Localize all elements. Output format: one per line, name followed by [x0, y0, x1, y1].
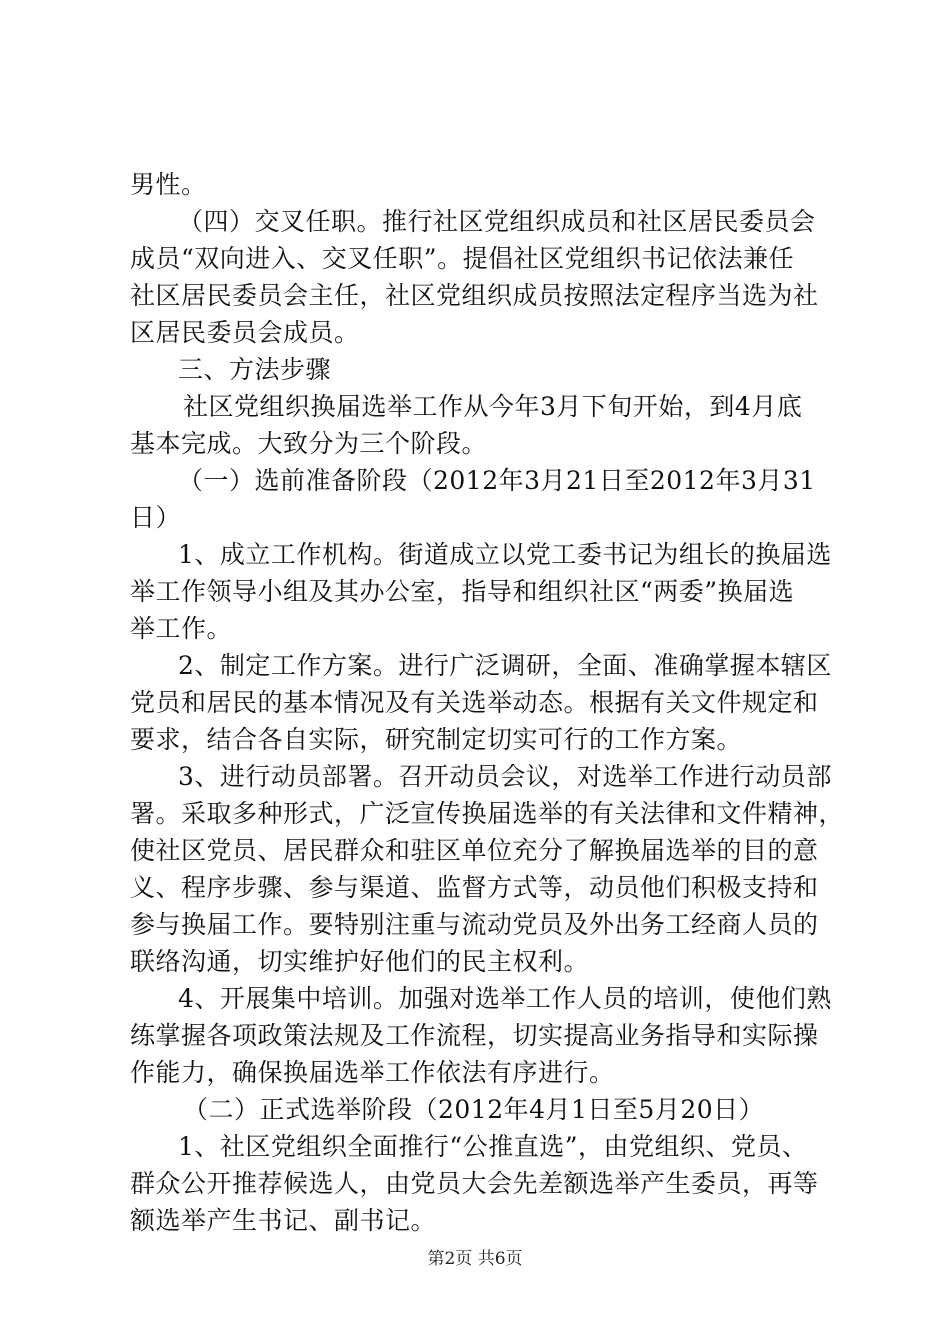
text-line: 举工作领导小组及其办公室，指导和组织社区“两委”换届选: [130, 577, 795, 606]
text-line: 举工作。: [130, 614, 233, 643]
text-line: 要求，结合各自实际，研究制定切实可行的工作方案。: [130, 725, 743, 754]
page-footer: 第2页 共6页: [427, 1249, 523, 1269]
text-line: 参与换届工作。要特别注重与流动党员及外出务工经商人员的: [130, 910, 819, 939]
text-line: 署。采取多种形式，广泛宣传换届选举的有关法律和文件精神，: [130, 799, 845, 828]
text-line: 1、社区党组织全面推行“公推直选”，由党组织、党员、: [178, 1132, 808, 1161]
text-line: 作能力，确保换届选举工作依法有序进行。: [130, 1058, 615, 1087]
subsection-heading: （一）选前准备阶段（2012年3月21日至2012年3月31: [178, 466, 816, 495]
text-line: 2、制定工作方案。进行广泛调研，全面、准确掌握本辖区: [178, 651, 832, 680]
text-line: 成员“双向进入、交叉任职”。提倡社区党组织书记依法兼任: [130, 244, 795, 273]
text-line: 使社区党员、居民群众和驻区单位充分了解换届选举的目的意: [130, 836, 819, 865]
text-line: 1、成立工作机构。街道成立以党工委书记为组长的换届选: [178, 540, 832, 569]
section-heading: 三、方法步骤: [178, 355, 332, 384]
text-line: 额选举产生书记、副书记。: [130, 1206, 437, 1235]
text-line: 区居民委员会成员。: [130, 318, 360, 347]
text-line: 男性。: [130, 170, 207, 199]
subsection-heading: （二）正式选举阶段（2012年4月1日至5月20日）: [183, 1095, 765, 1124]
text-line: 社区居民委员会主任，社区党组织成员按照法定程序当选为社: [130, 281, 819, 310]
text-line: 义、程序步骤、参与渠道、监督方式等，动员他们积极支持和: [130, 873, 819, 902]
text-line: 联络沟通，切实维护好他们的民主权利。: [130, 947, 590, 976]
text-line: 日）: [130, 503, 182, 532]
text-line: 3、进行动员部署。召开动员会议，对选举工作进行动员部: [178, 762, 832, 791]
text-line: 社区党组织换届选举工作从今年3月下旬开始，到4月底: [183, 392, 803, 421]
text-line: 4、开展集中培训。加强对选举工作人员的培训，使他们熟: [178, 984, 832, 1013]
text-line: 党员和居民的基本情况及有关选举动态。根据有关文件规定和: [130, 688, 819, 717]
text-line: 群众公开推荐候选人，由党员大会先差额选举产生委员，再等: [130, 1169, 819, 1198]
text-line: 练掌握各项政策法规及工作流程，切实提高业务指导和实际操: [130, 1021, 819, 1050]
text-line: 基本完成。大致分为三个阶段。: [130, 429, 488, 458]
text-line: （四）交叉任职。推行社区党组织成员和社区居民委员会: [178, 207, 816, 236]
